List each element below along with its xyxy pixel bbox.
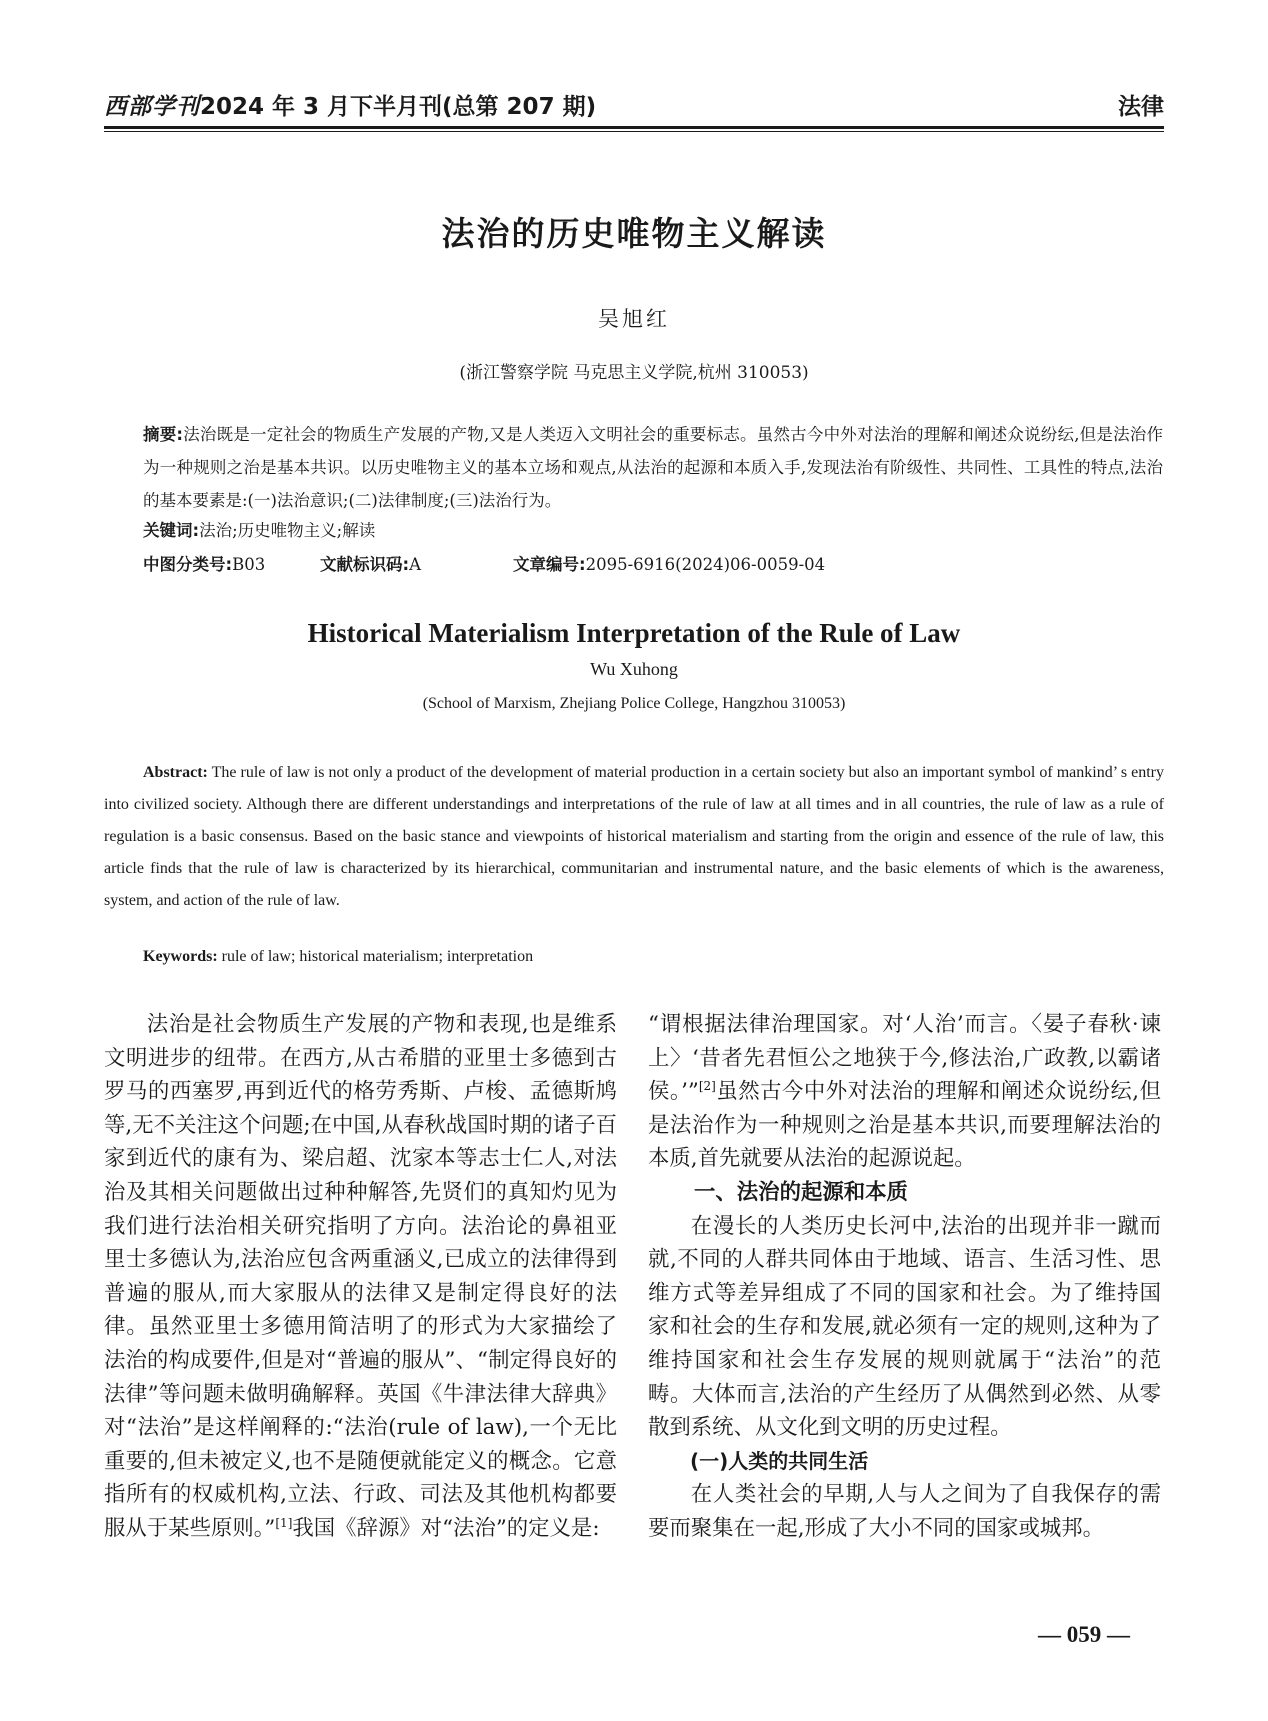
abstract-cn-text: 法治既是一定社会的物质生产发展的产物,又是人类迈入文明社会的重要标志。虽然古今中外对法治的理解和阐述众说纷纭,但是法治作为一种规则之治是基本共识。以历史唯物主义的基本立场和观点,从法治的起源和本质入手,发现法治有阶级性、共同性、工具性的特点,法治的基本要素是:(一)法治意识;(二)法律制度;(三)法治行为。 [143, 425, 1163, 510]
body-paragraph: 在人类社会的早期,人与人之间为了自我保存的需要而聚集在一起,形成了大小不同的国家或城邦。 [648, 1482, 1161, 1541]
citation-ref: [1] [275, 1515, 293, 1530]
issue-info: 2024 年 3 月下半月刊(总第 207 期) [200, 94, 597, 120]
running-head [104, 88, 1164, 128]
subsection-heading: (一)人类的共同生活 [690, 1448, 869, 1473]
affiliation-cn: (浙江警察学院 马克思主义学院,杭州 310053) [459, 363, 809, 383]
keywords-en-text: rule of law; historical materialism; interpretation [221, 948, 534, 965]
clc-label: 中图分类号: [143, 555, 233, 574]
paragraph-text: 虽然古今中外对法治的理解和阐述众说纷纭,但是法治作为一种规则之治是基本共识,而要理解法治的本质,首先就要从法治的起源说起。 [648, 1079, 1161, 1172]
citation-ref: [2] [698, 1079, 716, 1094]
article-title-cn: 法治的历史唯物主义解读 [441, 214, 827, 253]
keywords-cn-text: 法治;历史唯物主义;解读 [199, 521, 376, 540]
abstract-cn-label: 摘要: [143, 425, 184, 444]
header-rule [104, 126, 1164, 129]
section-heading: 一、法治的起源和本质 [694, 1179, 908, 1205]
keywords-cn-label: 关键词: [143, 521, 200, 540]
body-paragraph [104, 1008, 617, 1546]
author-en: Wu Xuhong [590, 659, 678, 679]
classification-row [143, 551, 1163, 575]
abstract-en-text: The rule of law is not only a product of the development of material production in a certain society but also an important symbol of mankind’ s entry into civilized society. Although there are different understandings and interpretations of the rule of law at all times and in all countries, the rule of law as a rule of regulation is a basic consensus. Based on the basic stance and viewpoints of historical materialism and starting from the origin and essence of the rule of law, this article finds that the rule of law is characterized by its hierarchical, communitarian and instrumental nature, and the basic elements of which is the awareness, system, and action of the rule of law. [104, 764, 1164, 909]
keywords-cn [143, 517, 375, 541]
abstract-en [104, 757, 1164, 917]
paragraph-text: 我国《辞源》对“法治”的定义是: [292, 1515, 600, 1541]
article-title-en: Historical Materialism Interpretation of the Rule of Law [307, 618, 961, 648]
paragraph-text: “谓根据法律治理国家。对‘人治’而言。〈晏子春秋·谏上〉‘昔者先君恒公之地狭于今,修法治,广政教,以霸诸侯。’” [648, 1012, 1161, 1105]
doc-code-label: 文献标识码: [320, 555, 410, 574]
article-no-label: 文章编号: [513, 555, 586, 574]
affiliation-en: (School of Marxism, Zhejiang Police College, Hangzhou 310053) [422, 695, 846, 712]
section-name: 法律 [1118, 94, 1164, 120]
doc-code-value: A [409, 555, 422, 574]
clc-code [143, 551, 265, 575]
journal-logo: 西部学刊 [104, 93, 200, 120]
author-cn: 吴旭红 [598, 307, 670, 331]
body-column-left [104, 1008, 617, 1546]
body-paragraph [648, 1008, 1161, 1176]
header-rule-thin [104, 131, 1164, 132]
body-column-right [648, 1008, 1161, 1546]
abstract-en-label: Abstract: [143, 764, 208, 781]
document-code [320, 551, 421, 575]
paragraph-text: 法治是社会物质生产发展的产物和表现,也是维系文明进步的纽带。在西方,从古希腊的亚里士多德到古罗马的西塞罗,再到近代的格劳秀斯、卢梭、孟德斯鸠等,无不关注这个问题;在中国,从春秋战国时期的诸子百家到近代的康有为、梁启超、沈家本等志士仁人,对法治及其相关问题做出过种种解答,先贤们的真知灼见为我们进行法治相关研究指明了方向。法治论的鼻祖亚里士多德认为,法治应包含两重涵义,已成立的法律得到普遍的服从,而大家服从的法律又是制定得良好的法律。虽然亚里士多德用简洁明了的形式为大家描绘了法治的构成要件,但是对“普遍的服从”、“制定得良好的法律”等问题未做明确解释。英国《牛津法律大辞典》对“法治”是这样阐释的:“法治(rule of law),一个无比重要的,但未被定义,也不是随便就能定义的概念。它意指所有的权威机构,立法、行政、司法及其他机构都要服从于某些原则。” [104, 1012, 617, 1541]
keywords-en-label: Keywords: [143, 948, 218, 965]
journal-issue-line [104, 88, 596, 121]
abstract-cn [143, 418, 1163, 517]
clc-value: B03 [232, 555, 266, 574]
article-no-value: 2095-6916(2024)06-0059-04 [585, 555, 826, 574]
page-number: — 059 — [1038, 1622, 1130, 1647]
article-number [513, 551, 825, 575]
keywords-en [143, 948, 533, 966]
body-paragraph: 在漫长的人类历史长河中,法治的出现并非一蹴而就,不同的人群共同体由于地域、语言、生活习性、思维方式等差异组成了不同的国家和社会。为了维持国家和社会的生存和发展,就必须有一定的规则,这种为了维持国家和社会生存发展的规则就属于“法治”的范畴。大体而言,法治的产生经历了从偶然到必然、从零散到系统、从文化到文明的历史过程。 [648, 1213, 1161, 1441]
